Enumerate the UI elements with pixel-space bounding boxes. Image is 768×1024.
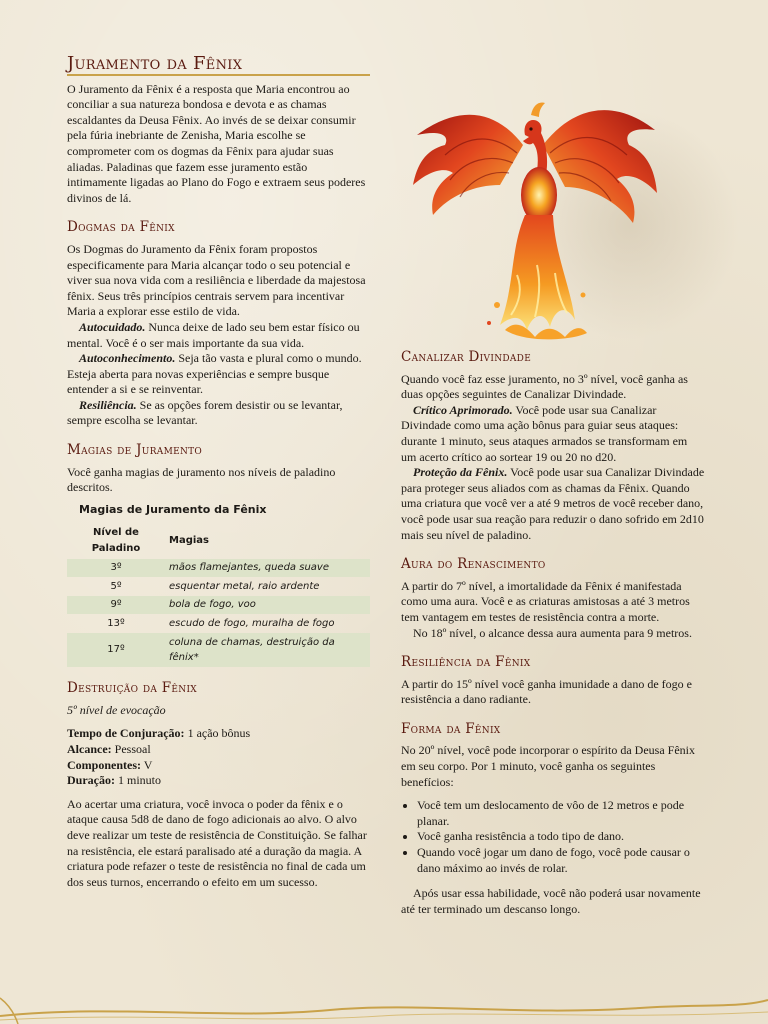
tenet-text: Nunca deixe de lado seu bem estar físico ou mental. Você é o ser mais importante da sua vida. [67,319,360,350]
casting-time-label: Tempo de Conjuração: [67,726,185,741]
tenets-intro: Os Dogmas do Juramento da Fênix foram propostos especificamente para Maria alcançar todo o seu potencial e viver sua nova vida com a resiliência e liberdade da majestosa fênix. Seus três princípios centrais servem para incentivar Maria a explorar esse estilo de vida. [67,241,366,319]
spells-table [67,523,370,667]
table-row [67,614,370,633]
tenet-name: Autoconhecimento. [79,351,176,366]
spell-school: 5º nível de evocação [67,702,166,717]
form-intro: No 20º nível, você pode incorporar o espírito da Deusa Fênix em seu corpo. Por 1 minuto, você ganha os seguintes benefícios: [401,743,695,789]
spell-level: 3º [67,559,165,578]
spell-level: 9º [67,596,165,615]
spell-level: 13º [107,617,125,629]
list-item: • Quando você jogar um dano de fogo, você pode causar o dano máximo ao invés de rolar. [417,845,705,876]
phoenix-illustration [405,75,665,345]
casting-time-value: 1 ação bônus [184,726,251,741]
channel-intro: Quando você faz esse juramento, no 3º nível, você ganha as duas opções seguintes de Canalizar Divindade. [401,371,688,402]
table-row [67,633,370,667]
range-label: Alcance: [67,741,112,756]
spells-intro: Você ganha magias de juramento nos níveis de paladino descritos. [67,464,336,495]
channel-option-text: Você pode usar sua Canalizar Divindade como uma ação bônus para guiar seus ataques: durante 1 minuto, seus ataques armados se transformam em um acerto crítico ao sortear 19 ou 20 no d20. [401,402,688,464]
spell-list: esquentar metal, raio ardente [169,580,320,592]
channel-option [401,465,705,543]
destruction-description: Ao acertar uma criatura, você invoca o poder da fênix e o ataque causa 5d8 de dano de fogo adicionais ao alvo. O alvo deve realizar um teste de resistência de Constituição. Se falhar na resistência, ele estará paralisado até a duração da magia. A criatura pode refazer o teste de resistência no final de cada um dos seus turnos, encerrando o efeito em um sucesso. [67,796,367,889]
table-header-row [67,523,370,558]
duration-label: Duração: [67,773,115,788]
components-label: Componentes: [67,757,141,772]
aura-heading: Aura do Renascimento [401,556,546,573]
spell-list: mãos flamejantes, queda suave [165,559,370,578]
components-value: V [141,757,153,772]
channel-heading: Canalizar Divindade [401,349,532,365]
tenet-text: Seja tão vasta e plural como o mundo. Esteja aberta para novas experiências e sempre busque entender a si e se reinventar. [67,351,362,397]
right-column [401,350,705,917]
components [67,758,370,774]
list-item: • Você tem um deslocamento de vôo de 12 metros e pode planar. [417,798,705,829]
footer-ornament [0,986,768,1024]
spells-heading: Magias de Juramento [67,442,203,459]
tenets-heading: Dogmas da Fênix [67,219,175,236]
channel-option-text: Você pode usar sua Canalizar Divindade para proteger seus aliados com as chamas da Fênix. Quando uma criatura que você ver a até 9 metros de você receber dano, você pode usar sua reação para reduzir o dano sofrido em 2d10 mais seu nível de paladino. [401,465,705,542]
duration [67,773,370,789]
resilience-heading: Resiliência da Fênix [401,654,531,671]
spell-list: bola de fogo, voo [165,596,370,615]
channel-option [401,403,705,465]
benefits-list [401,798,705,876]
table-row [67,577,370,596]
tenet-item [67,320,370,351]
range-value: Pessoal [111,741,151,756]
tenet-name: Resiliência. [79,397,137,412]
column-header-level: Nível de Paladino [91,527,141,555]
left-column [67,53,370,890]
channel-option-name: Crítico Aprimorado. [413,402,513,417]
form-outro: Após usar essa habilidade, você não poderá usar novamente até ter terminado um descanso longo. [401,886,701,916]
spell-list: escudo de fogo, muralha de fogo [169,617,335,629]
tenet-item [67,398,370,429]
destruction-heading: Destruição da Fênix [67,680,198,697]
list-item: • Você ganha resistência a todo tipo de dano. [417,829,705,845]
aura-text-2: No 18º nível, o alcance dessa aura aumenta para 9 metros. [413,625,692,640]
spell-level: 5º [110,580,122,592]
channel-option-name: Proteção da Fênix. [413,465,508,480]
tenet-item [67,351,370,398]
table-row [67,559,370,578]
spell-list: coluna de chamas, destruição da fênix* [165,633,370,667]
duration-value: 1 minuto [115,773,162,788]
resilience-text: A partir do 15º nível você ganha imunidade a dano de fogo e resistência a dano radiante. [401,676,692,707]
range [67,742,370,758]
form-heading: Forma da Fênix [401,720,501,737]
tenet-text: Se as opções forem desistir ou se levantar, sempre escolha se levantar. [67,397,343,428]
spell-level: 17º [67,633,165,667]
column-header-spells: Magias [169,535,209,547]
casting-time [67,726,370,742]
tenet-name: Autocuidado. [79,319,146,334]
table-row [67,596,370,615]
page-title: Juramento da Fênix [67,53,243,74]
intro-paragraph: O Juramento da Fênix é a resposta que Maria encontrou ao conciliar a sua natureza bondosa e devota e as chamas escaldantes da Deusa Fênix. Ao invés de se deixar consumir pela fúria inebriante de Zenisha, Maria escolhe se comprometer com os dogmas da Fênix para ajudar suas aliadas. Paladinas que fazem esse juramento estão intimamente ligadas ao Plano do Fogo e extraem seus poderes divinos de lá. [67,81,366,205]
spells-table-title: Magias de Juramento da Fênix [79,502,267,516]
aura-text: A partir do 7º nível, a imortalidade da Fênix é manifestada como uma aura. Você e as criaturas amistosas a até 3 metros tem vantagem em testes de resistência contra a morte. [401,578,690,624]
